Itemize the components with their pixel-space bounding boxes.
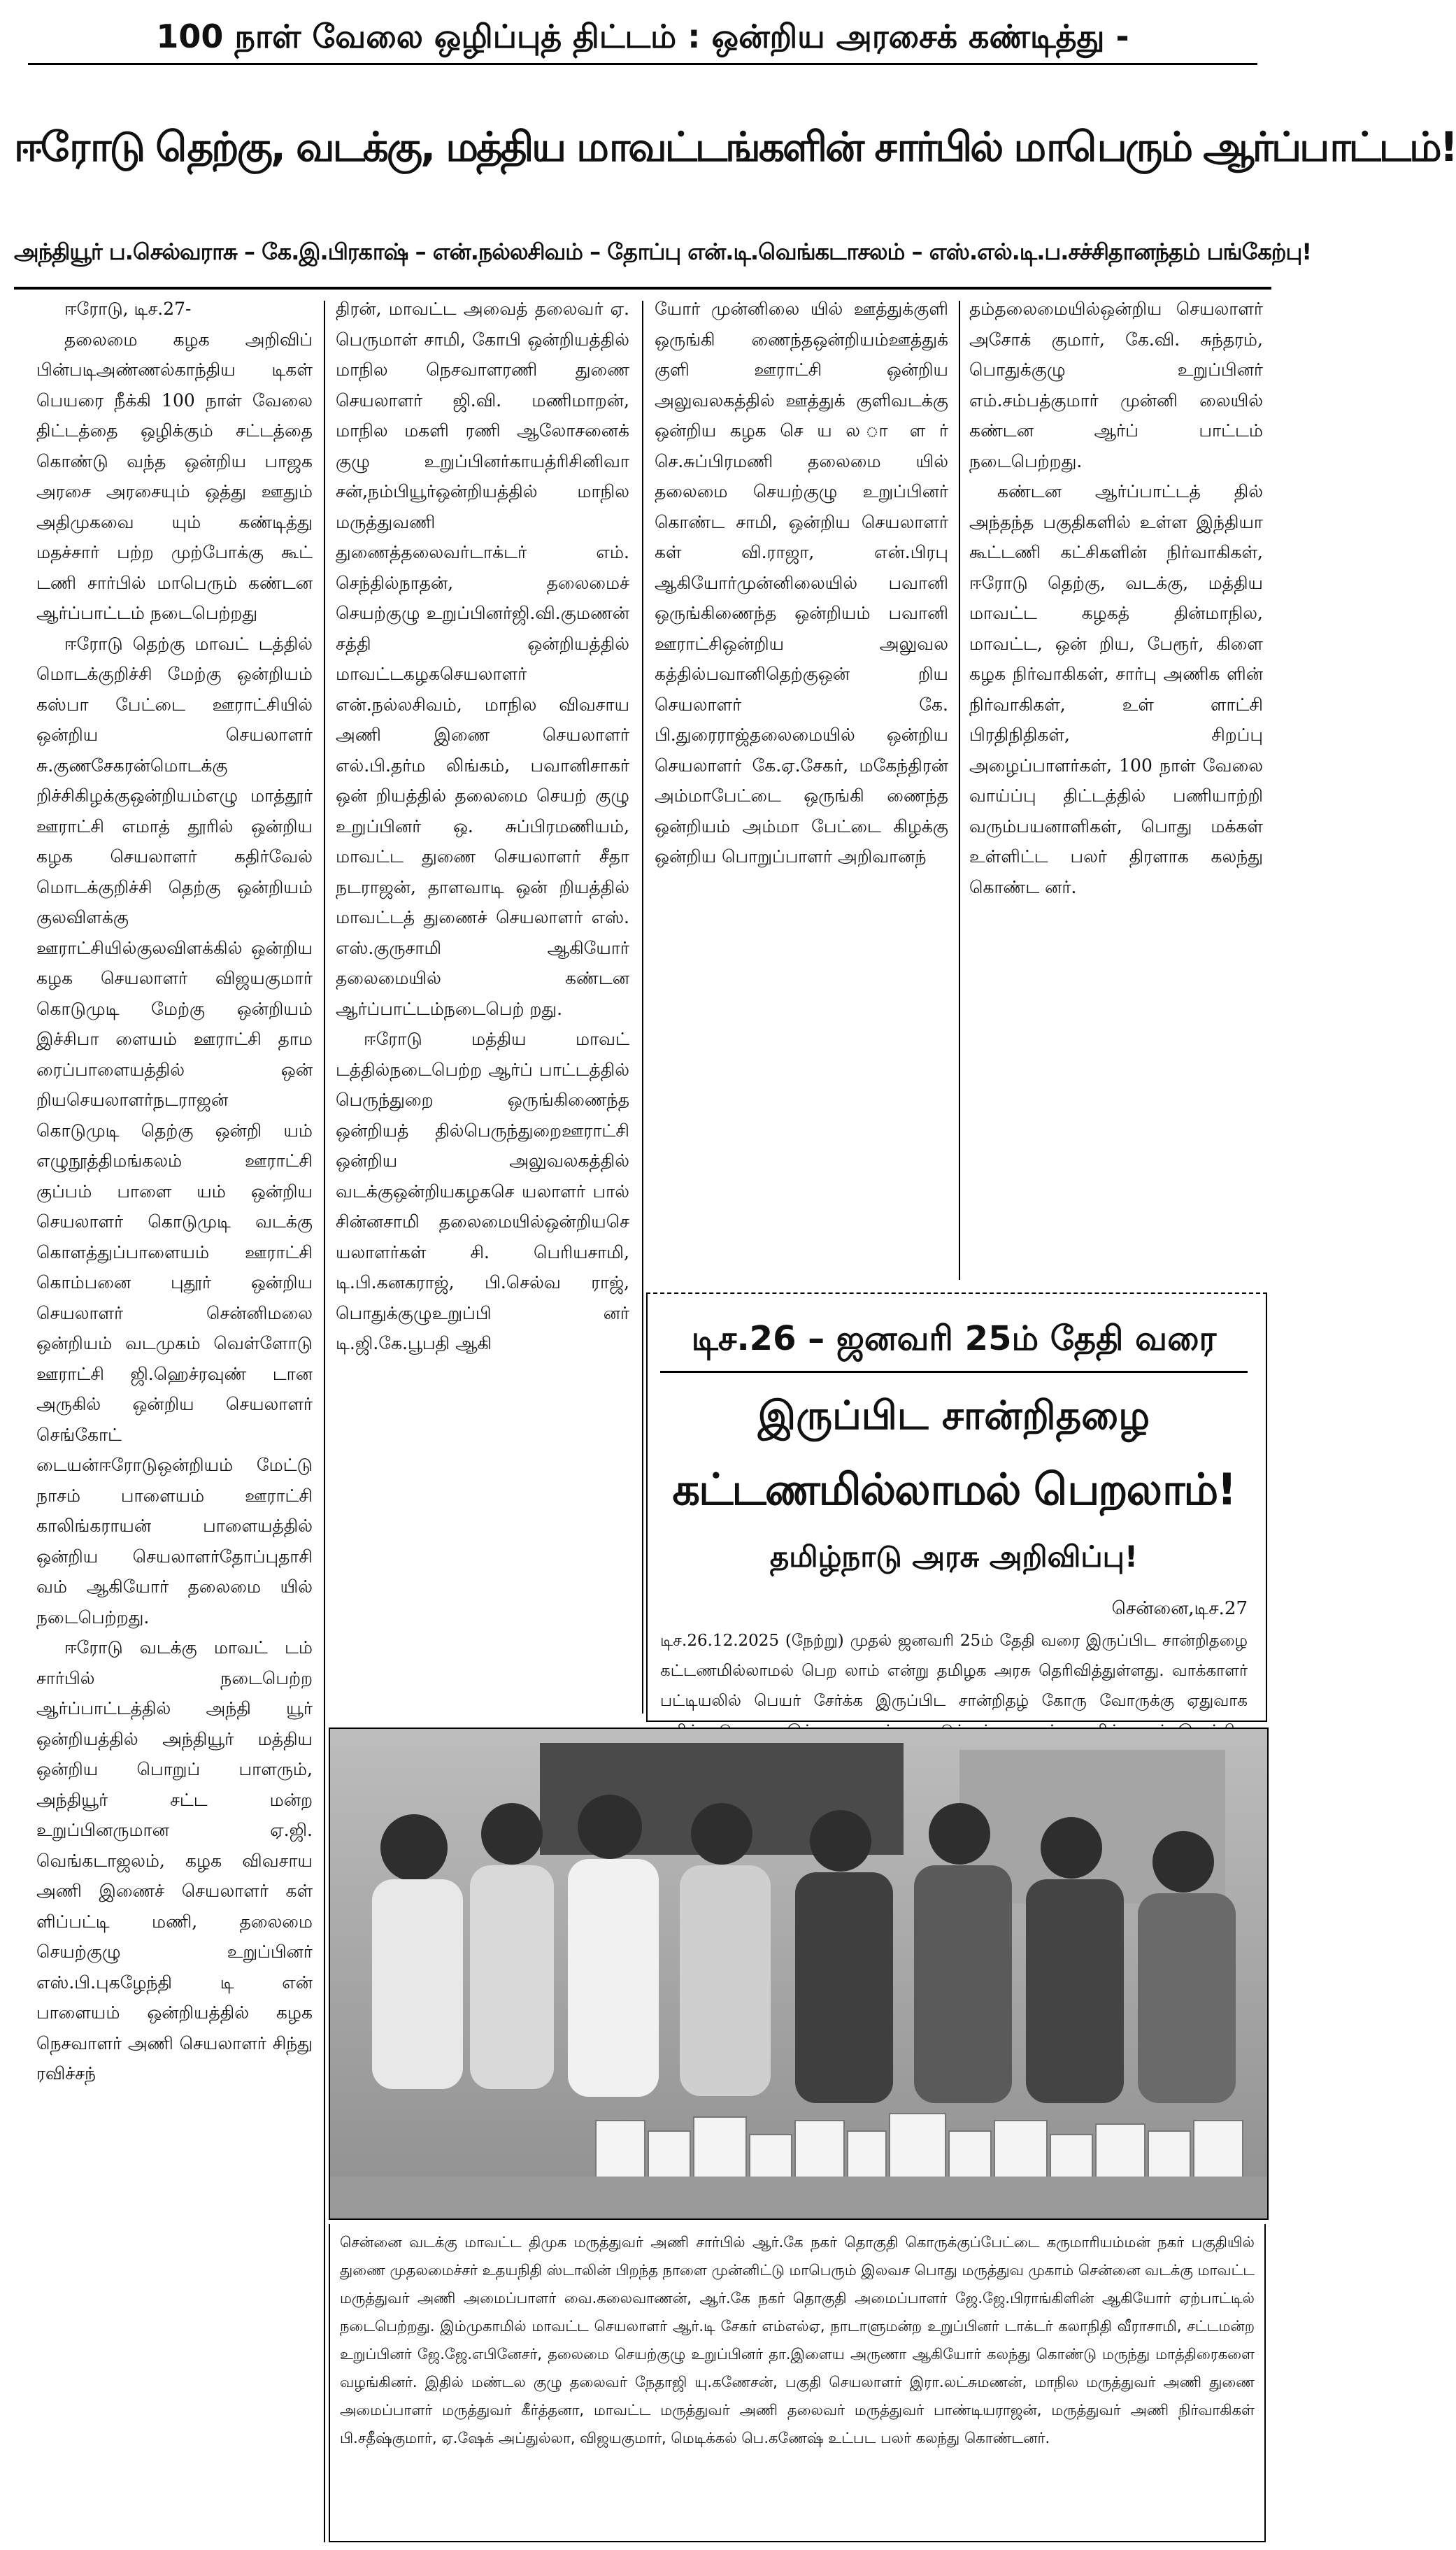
article-paragraph: யோர் முன்னிலை யில் ஊத்துக்குளி ஒருங்கி ணைந்தஒன்றியம்ஊத்துக் குளி ஊராட்சி ஒன்றிய அலுவலகத்தில் ஊத்துக் குளிவடக்கு ஒன்றிய கழக செ ய ல ா ள ர் செ.சுப்பிரமணி தலைமை யில் தலைமை செயற்குழு உறுப்பினர் கொண்ட சாமி, ஒன்றிய செயலாளர் கள் வி.ராஜா, என்.பிரபு ஆகியோர்முன்னிலையில் பவானி ஒருங்கிணைந்த ஒன்றியம் பவானி ஊராட்சிஒன்றிய அலுவல கத்தில்பவானிதெற்குஒன் றிய செயலாளர் கே. பி.துரைராஜ்தலைமையில் ஒன்றிய செயலாளர் கே.ஏ.சேகர், மகேந்திரன் அம்மாபேட்டை ஒருங்கி ணைந்த ஒன்றியம் அம்மா பேட்டை கிழக்கு ஒன்றிய பொறுப்பாளர் அறிவானந் bbox=[655, 299, 948, 867]
article-paragraph: திரன், மாவட்ட அவைத் தலைவர் ஏ. பெருமாள் சாமி, கோபி ஒன்றியத்தில் மாநில நெசவாளரணி துணை செயலாளர் ஜி.வி. மணிமாறன், மாநில மகளி ரணி ஆலோசனைக் குழு உறுப்பினர்காயத்ரிசினிவா சன்,நம்பியூர்ஒன்றியத்தில் மாநில மருத்துவணி துணைத்தலைவர்டாக்டர் எம். செந்தில்நாதன், தலைமைச் செயற்குழு உறுப்பினர்ஜி.வி.குமணன் சத்தி ஒன்றியத்தில் மாவட்டகழகசெயலாளர் என்.நல்லசிவம், மாநில விவசாய அணி இணை செயலாளர் எல்.பி.தர்ம லிங்கம், பவானிசாகர் ஒன் றியத்தில் தலைமை செயற் குழு உறுப்பினர் ஒ. சுப்பிரமணியம், மாவட்ட துணை செயலாளர் சீதா நடராஜன், தாளவாடி ஒன் றியத்தில் மாவட்டத் துணைச் செயலாளர் எஸ். எஸ்.குருசாமி ஆகியோர் தலைமையில் கண்டன ஆர்ப்பாட்டம்நடைபெற் றது. bbox=[336, 299, 629, 1019]
article-paragraph: தலைமை கழக அறிவிப் பின்படிஅண்ணல்காந்திய டிகள் பெயரை நீக்கி 100 நாள் வேலை திட்டத்தை ஒழிக்கும் சட்டத்தை கொண்டு வந்த ஒன்றிய பாஜக அரசை அரசையும் ஒத்து ஊதும் அதிமுகவை யும் கண்டித்து மதச்சார் பற்ற முற்போக்கு கூட் டணி சார்பில் மாபெரும் கண்டன ஆர்ப்பாட்டம் நடைபெற்றது bbox=[36, 329, 313, 623]
event-photo-illustration bbox=[330, 1729, 1267, 2218]
notice-subhead: தமிழ்நாடு அரசு அறிவிப்பு! bbox=[769, 1539, 1139, 1574]
main-headline: ஈரோடு தெற்கு, வடக்கு, மத்திய மாவட்டங்களின் சார்பில் மாபெரும் ஆர்ப்பாட்டம்! bbox=[14, 123, 1456, 171]
notice-headline-line1: இருப்பிட சான்றிதழை bbox=[757, 1393, 1150, 1439]
kicker-headline: 100 நாள் வேலை ஒழிப்புத் திட்டம் : ஒன்றிய அரசைக் கண்டித்து - bbox=[28, 10, 1257, 65]
participants-strap: அந்தியூர் ப.செல்வராசு – கே.இ.பிரகாஷ் – என்.நல்லசிவம் – தோப்பு என்.டி.வெங்கடாசலம் – எஸ்.எல்.டி.ப.சச்சிதானந்தம் பங்கேற்பு! bbox=[14, 217, 1271, 290]
article-paragraph: கண்டன ஆர்ப்பாட்டத் தில் அந்தந்த பகுதிகளில் உள்ள இந்தியா கூட்டணி கட்சிகளின் நிர்வாகிகள், ஈரோடு தெற்கு, வடக்கு, மத்திய மாவட்ட கழகத் தின்மாநில, மாவட்ட, ஒன் றிய, பேரூர், கிளை கழக நிர்வாகிகள், சார்பு அணிக ளின் நிர்வாகிகள், உள் ளாட்சி பிரதிநிதிகள், சிறப்பு அழைப்பாளர்கள், 100 நாள் வேலை வாய்ப்பு திட்டத்தில் பணியாற்றி வரும்பயனாளிகள், பொது மக்கள் உள்ளிட்ட பலர் திரளாக கலந்து கொண்ட னர். bbox=[969, 481, 1263, 897]
photo-caption: சென்னை வடக்கு மாவட்ட திமுக மருத்துவர் அணி சார்பில் ஆர்.கே நகர் தொகுதி கொருக்குப்பேட்டை கருமாரியம்மன் நகர் பகுதியில் துணை முதலமைச்சர் உதயநிதி ஸ்டாலின் பிறந்த நாளை முன்னிட்டு மாபெரும் இலவச பொது மருத்துவ முகாம் சென்னை வடக்கு மாவட்ட மருத்துவர் அணி அமைப்பாளர் வை.கலைவாணன், ஆர்.கே நகர் தொகுதி அமைப்பாளர் ஜே.ஜே.பிராங்கிளின் ஆகியோர் ஏற்பாட்டில் நடைபெற்றது. இம்முகாமில் மாவட்ட செயலாளர் ஆர்.டி சேகர் எம்எல்ஏ, நாடாளுமன்ற உறுப்பினர் டாக்டர் கலாநிதி வீராசாமி, சட்டமன்ற உறுப்பினர் ஜே.ஜே.எபினேசர், தலைமை செயற்குழு உறுப்பினர் தா.இளைய அருணா ஆகியோர் கலந்து கொண்டு மருந்து மாத்திரைகளை வழங்கினர். இதில் மண்டல குழு தலைவர் நேதாஜி யு.கணேசன், பகுதி செயலாளர் இரா.லட்சுமணன், மாநில மருத்துவர் அணி துணை அமைப்பாளர் மருத்துவர் கீர்த்தனா, மாவட்ட மருத்துவர் அணி தலைவர் மருத்துவர் பாண்டியராஜன், மருத்துவர் அணி நிர்வாகிகள் பி.சதீஷ்குமார், ஏ.ஷேக் அப்துல்லா, விஜயகுமார், மெடிக்கல் பெ.கணேஷ் உட்பட பலர் கலந்து கொண்டனர். bbox=[329, 2224, 1266, 2542]
article-column-4 bbox=[969, 294, 1263, 1280]
column-rule bbox=[959, 301, 960, 1280]
column-rule bbox=[324, 301, 325, 2542]
article-column-1 bbox=[36, 294, 313, 2542]
article-column-2 bbox=[336, 294, 629, 1775]
article-paragraph: ஈரோடு வடக்கு மாவட் டம் சார்பில் நடைபெற்ற ஆர்ப்பாட்டத்தில் அந்தி யூர் ஒன்றியத்தில் அந்தியூர் மத்திய ஒன்றிய பொறுப் பாளரும், அந்தியூர் சட்ட மன்ற உறுப்பினருமான ஏ.ஜி. வெங்கடாஜலம், கழக விவசாய அணி இணைச் செயலாளர் கள் ளிப்பட்டி மணி, தலைமை செயற்குழு உறுப்பினர் எஸ்.பி.புகழேந்தி டி என் பாளையம் ஒன்றியத்தில் கழக நெசவாளர் அணி செயலாளர் சிந்து ரவிச்சந் bbox=[36, 1637, 313, 2084]
column-rule bbox=[642, 301, 643, 1714]
notice-body: டிச.26.12.2025 (நேற்று) முதல் ஜனவரி 25ம் தேதி வரை இருப்பிட சான்றிதழை கட்டணமில்லாமல் பெற லாம் என்று தமிழக அரசு தெரிவித்துள்ளது. வாக்காளர் பட்டியலில் பெயர் சேர்க்க இருப்பிட சான்றிதழ் கோரு வோருக்கு ஏதுவாக bbox=[660, 1632, 1248, 1710]
notice-date-band: டிச.26 – ஜனவரி 25ம் தேதி வரை bbox=[660, 1306, 1248, 1373]
article-dateline: ஈரோடு, டிச.27- bbox=[64, 299, 192, 319]
article-paragraph: தம்தலைமையில்ஒன்றிய செயலாளர் அசோக் குமார், கே.வி. சுந்தரம், பொதுக்குழு உறுப்பினர் எம்.சம்பத்குமார் முன்னி லையில் கண்டன ஆர்ப் பாட்டம் நடைபெற்றது. bbox=[969, 299, 1263, 471]
article-column-3 bbox=[655, 294, 948, 1280]
notice-headline-line2: கட்டணமில்லாமல் பெறலாம்! bbox=[672, 1464, 1236, 1515]
event-photo bbox=[329, 1728, 1269, 2220]
article-paragraph: ஈரோடு தெற்கு மாவட் டத்தில் மொடக்குறிச்சி மேற்கு ஒன்றியம் கஸ்பா பேட்டை ஊராட்சியில் ஒன்றிய செயலாளர் சு.குணசேகரன்மொடக்கு றிச்சிகிழக்குஒன்றியம்எழு மாத்தூர் ஊராட்சி எமாத் தூரில் ஒன்றிய கழக செயலாளர் கதிர்வேல் மொடக்குறிச்சி தெற்கு ஒன்றியம் குலவிளக்கு ஊராட்சியில்குலவிளக்கில் ஒன்றிய கழக செயலாளர் விஜயகுமார் கொடுமுடி மேற்கு ஒன்றியம் இச்சிபா ளையம் ஊராட்சி தாம ரைப்பாளையத்தில் ஒன் றியசெயலாளர்நடராஜன் கொடுமுடி தெற்கு ஒன்றி யம் எழுநூத்திமங்கலம் ஊராட்சி குப்பம் பாளை யம் ஒன்றிய செயலாளர் கொடுமுடி வடக்கு கொளத்துப்பாளையம் ஊராட்சி கொம்பனை புதூர் ஒன்றிய செயலாளர் சென்னிமலை ஒன்றியம் வடமுகம் வெள்ளோடு ஊராட்சி ஜி.ஹெச்ரவுண் டான அருகில் ஒன்றிய செயலாளர் செங்கோட் டையன்ஈரோடுஒன்றியம் மேட்டு நாசம் பாளையம் ஊராட்சி காலிங்கராயன் பாளையத்தில் ஒன்றிய செயலாளர்தோப்புதாசி வம் ஆகியோர் தலைமை யில் நடைபெற்றது. bbox=[36, 633, 313, 1627]
article-paragraph: ஈரோடு மத்திய மாவட் டத்தில்நடைபெற்ற ஆர்ப் பாட்டத்தில் பெருந்துறை ஒருங்கிணைந்த ஒன்றியத் தில்பெருந்துறைஊராட்சி ஒன்றிய அலுவலகத்தில் வடக்குஒன்றியகழகசெ யலாளர் பால் சின்னசாமி தலைமையில்ஒன்றியசெ யலாளர்கள் சி. பெரியசாமி, டி.பி.கனகராஜ், பி.செல்வ ராஜ், பொதுக்குழுஉறுப்பி னர் டி.ஜி.கே.பூபதி ஆகி bbox=[336, 1029, 629, 1353]
notice-dateline: சென்னை,டிச.27 bbox=[1111, 1598, 1248, 1619]
